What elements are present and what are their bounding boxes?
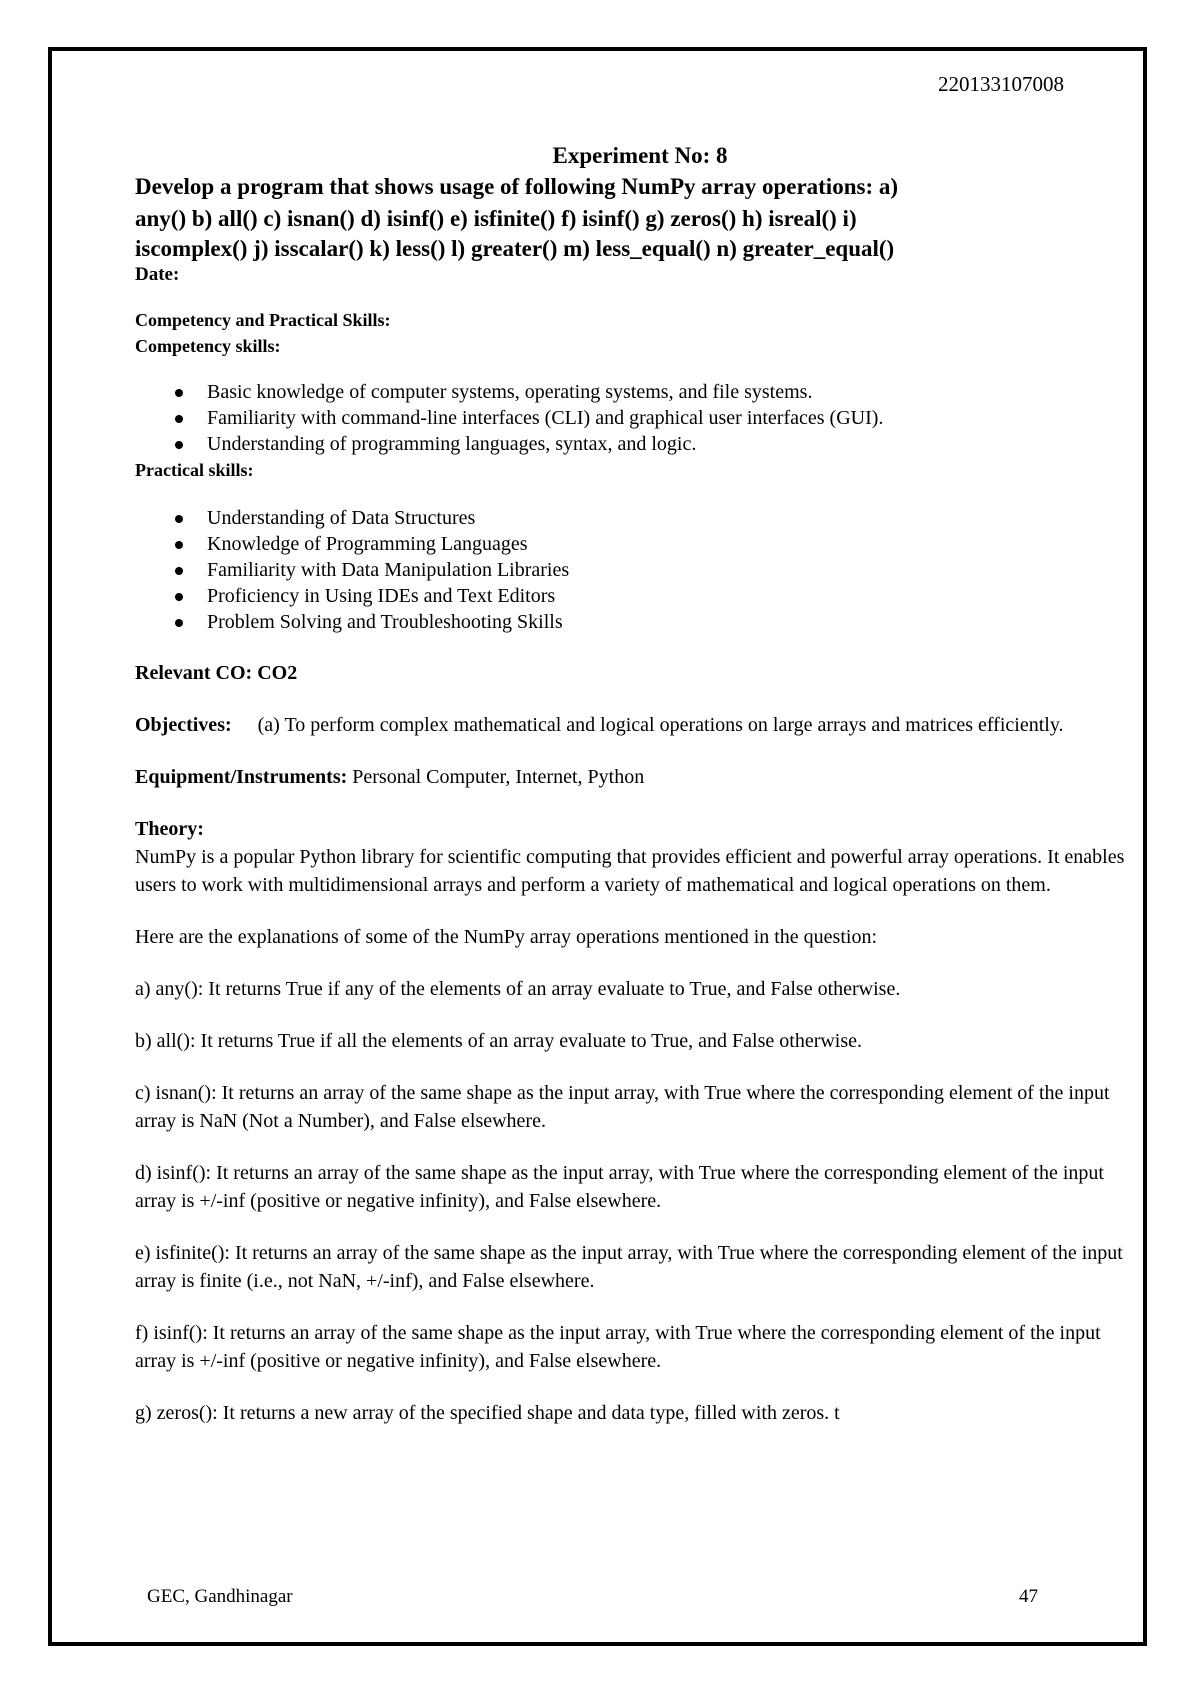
list-item [135, 531, 1145, 557]
theory-intro: NumPy is a popular Python library for scientific computing that provides efficient and powerful array operations. It enables users to work with multidimensional arrays and perform a variety of mathematical and logical operations on them. [135, 846, 1125, 896]
competency-heading: Competency and Practical Skills: [135, 310, 391, 330]
list-item [135, 505, 1145, 531]
aim-line: iscomplex() j) isscalar() k) less() l) greater() m) less_equal() n) greater_equal() [135, 236, 895, 261]
list-item [135, 609, 1145, 635]
list-item-text: Understanding of Data Structures [207, 507, 476, 529]
equipment-text: Personal Computer, Internet, Python [352, 766, 645, 788]
theory-item: c) isnan(): It returns an array of the same shape as the input array, with True where the corresponding element of the input array is NaN (Not a Number), and False elsewhere. [135, 1082, 1110, 1132]
list-item-text: Familiarity with Data Manipulation Libraries [207, 559, 570, 581]
list-item-text: Familiarity with command-line interfaces (CLI) and graphical user interfaces (GUI). [207, 407, 884, 429]
practical-heading: Practical skills: [135, 460, 254, 480]
list-item [135, 557, 1145, 583]
list-item-text: Proficiency in Using IDEs and Text Editors [207, 585, 556, 607]
bullet-icon [175, 441, 183, 449]
list-item [135, 405, 1145, 431]
practical-list [135, 505, 1145, 635]
theory-lead: Here are the explanations of some of the NumPy array operations mentioned in the question: [135, 926, 878, 948]
equipment-label: Equipment/Instruments: [135, 766, 348, 788]
theory-item: d) isinf(): It returns an array of the same shape as the input array, with True where the corresponding element of the input array is +/-inf (positive or negative infinity), and False elsewhere. [135, 1162, 1104, 1212]
bullet-icon [175, 593, 183, 601]
page-content [135, 143, 1145, 1427]
competency-subheading: Competency skills: [135, 336, 281, 356]
theory-item: a) any(): It returns True if any of the elements of an array evaluate to True, and False otherwise. [135, 978, 901, 1000]
enrollment-number: 220133107008 [938, 72, 1064, 96]
theory-label: Theory: [135, 818, 204, 840]
list-item-text: Basic knowledge of computer systems, operating systems, and file systems. [207, 381, 813, 403]
objectives-label: Objectives: [135, 714, 232, 736]
competency-list [135, 379, 1145, 457]
bullet-icon [175, 619, 183, 627]
list-item-text: Knowledge of Programming Languages [207, 533, 528, 555]
bullet-icon [175, 389, 183, 397]
objectives [135, 711, 1145, 739]
bullet-icon [175, 415, 183, 423]
aim-line: Develop a program that shows usage of following NumPy array operations: a) [135, 174, 899, 199]
list-item-text: Understanding of programming languages, syntax, and logic. [207, 433, 697, 455]
theory-item: e) isfinite(): It returns an array of the same shape as the input array, with True where the corresponding element of the input array is finite (i.e., not NaN, +/-inf), and False elsewhere. [135, 1242, 1123, 1292]
bullet-icon [175, 541, 183, 549]
objectives-text: (a) To perform complex mathematical and logical operations on large arrays and matrices efficiently. [257, 714, 1064, 736]
theory-item: b) all(): It returns True if all the elements of an array evaluate to True, and False otherwise. [135, 1030, 863, 1052]
bullet-icon [175, 567, 183, 575]
bullet-icon [175, 515, 183, 523]
relevant-co: Relevant CO: CO2 [135, 662, 298, 684]
theory-item: g) zeros(): It returns a new array of the specified shape and data type, filled with zeros. t [135, 1402, 840, 1424]
equipment [135, 763, 1145, 791]
date-label: Date: [135, 264, 180, 285]
experiment-title: Experiment No: 8 [552, 143, 728, 168]
aim-line: any() b) all() c) isnan() d) isinf() e) isfinite() f) isinf() g) zeros() h) isreal() i) [135, 206, 857, 231]
list-item [135, 431, 1145, 457]
list-item-text: Problem Solving and Troubleshooting Skills [207, 611, 563, 633]
list-item [135, 379, 1145, 405]
footer-institution: GEC, Gandhinagar [147, 1586, 293, 1607]
list-item [135, 583, 1145, 609]
theory-item: f) isinf(): It returns an array of the same shape as the input array, with True where the corresponding element of the input array is +/-inf (positive or negative infinity), and False elsewhere. [135, 1322, 1101, 1372]
page-number: 47 [1019, 1586, 1038, 1607]
